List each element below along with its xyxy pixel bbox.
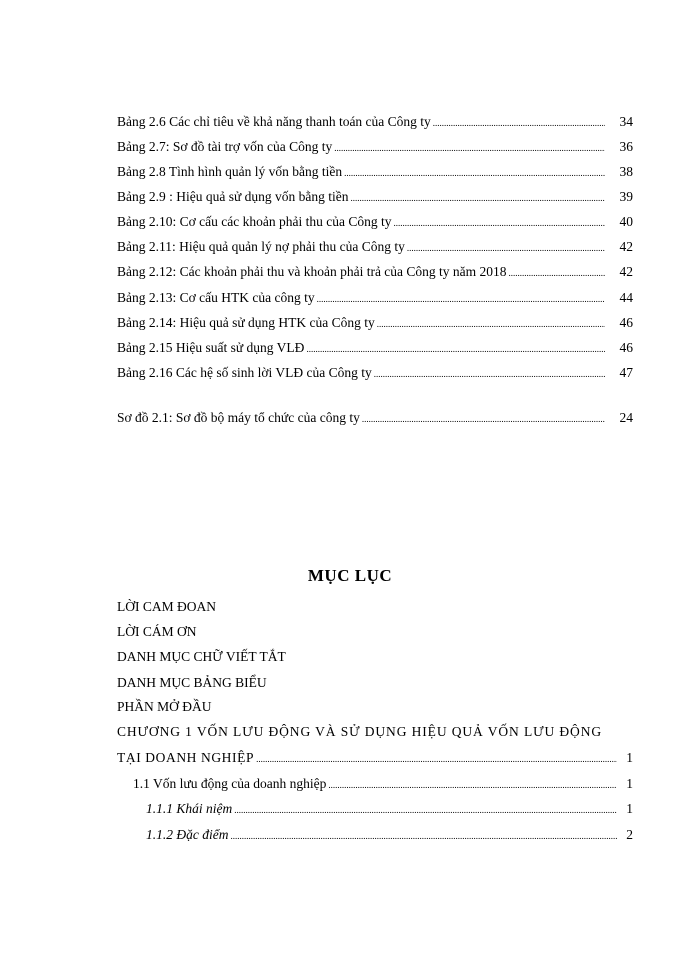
page-number: 39 (619, 189, 633, 204)
table-list-item (117, 363, 633, 383)
entry-label: 1.1 Vốn lưu động của doanh nghiệp (133, 776, 327, 791)
table-list-item (117, 262, 633, 282)
page-number: 44 (619, 290, 633, 305)
entry-label: Bảng 2.8 Tình hình quản lý vốn bằng tiền (117, 164, 343, 179)
entry-label: Bảng 2.13: Cơ cấu HTK của công ty (117, 290, 315, 305)
entry-label: 1.1.1 Khái niệm (146, 801, 233, 816)
toc-front-matter-item: LỜI CÁM ƠN (117, 624, 197, 639)
dot-leader (230, 825, 617, 846)
toc-subsection-entry (146, 825, 633, 845)
page-number: 38 (619, 164, 633, 179)
dot-leader (351, 187, 605, 208)
dot-leader (393, 212, 605, 233)
toc-subsection-entry (146, 799, 633, 819)
toc-title: MỤC LỤC (307, 566, 393, 585)
page-number: 36 (619, 139, 633, 154)
page-number: 1 (626, 776, 633, 791)
page-number: 34 (619, 114, 633, 129)
entry-label: Bảng 2.11: Hiệu quả quản lý nợ phải thu của Công ty (117, 239, 405, 254)
dot-leader (328, 774, 617, 795)
entry-label: Bảng 2.12: Các khoản phải thu và khoản phải trả của Công ty năm 2018 (117, 264, 507, 279)
table-list-item (117, 313, 633, 333)
dot-leader (377, 313, 605, 334)
dot-leader (344, 162, 605, 183)
page-number: 42 (619, 264, 633, 279)
page-number: 46 (619, 340, 633, 355)
table-list-item (117, 137, 633, 157)
dot-leader (334, 137, 605, 158)
toc-front-matter-item: LỜI CAM ĐOAN (117, 599, 216, 614)
table-list-item (117, 187, 633, 207)
page-number: 1 (626, 750, 633, 765)
page-number: 24 (619, 410, 633, 425)
dot-leader (362, 408, 605, 429)
table-list-item (117, 212, 633, 232)
table-list-item (117, 162, 633, 182)
dot-leader (234, 799, 617, 820)
toc-front-matter-item: PHẦN MỞ ĐẦU (117, 699, 212, 714)
toc-front-matter-item: DANH MỤC CHỮ VIẾT TẮT (117, 649, 286, 664)
page-number: 40 (619, 214, 633, 229)
entry-label: Bảng 2.10: Cơ cấu các khoản phải thu của Công ty (117, 214, 392, 229)
diagram-list-item (117, 408, 633, 428)
entry-label: Bảng 2.15 Hiệu suất sử dụng VLĐ (117, 340, 305, 355)
entry-label: 1.1.2 Đặc điểm (146, 827, 229, 842)
entry-label: Bảng 2.9 : Hiệu quả sử dụng vốn bằng tiền (117, 189, 349, 204)
table-list-item (117, 338, 633, 358)
page-number: 1 (626, 801, 633, 816)
entry-label: Bảng 2.7: Sơ đồ tài trợ vốn của Công ty (117, 139, 333, 154)
page-number: 47 (619, 365, 633, 380)
entry-label: Bảng 2.16 Các hệ số sinh lời VLĐ của Công ty (117, 365, 372, 380)
entry-label: Sơ đồ 2.1: Sơ đồ bộ máy tổ chức của công ty (117, 410, 360, 425)
table-list-item (117, 237, 633, 257)
page-number: 46 (619, 315, 633, 330)
page-number: 2 (626, 827, 633, 842)
dot-leader (433, 112, 605, 133)
entry-label: Bảng 2.14: Hiệu quả sử dụng HTK của Công ty (117, 315, 375, 330)
dot-leader (256, 748, 617, 769)
page-number: 42 (619, 239, 633, 254)
dot-leader (407, 237, 605, 258)
toc-front-matter-item: DANH MỤC BẢNG BIỂU (117, 675, 267, 690)
dot-leader (374, 363, 605, 384)
dot-leader (509, 262, 605, 283)
table-list-item (117, 288, 633, 308)
table-list-item (117, 112, 633, 132)
toc-chapter-heading: CHƯƠNG 1 VỐN LƯU ĐỘNG VÀ SỬ DỤNG HIỆU QUẢ VỐN LƯU ĐỘNG (117, 724, 602, 739)
toc-chapter-entry (117, 748, 633, 768)
entry-label: Bảng 2.6 Các chỉ tiêu về khả năng thanh toán của Công ty (117, 114, 431, 129)
dot-leader (317, 288, 605, 309)
dot-leader (306, 338, 605, 359)
entry-label: TẠI DOANH NGHIỆP (117, 750, 255, 765)
toc-section-entry (133, 774, 633, 794)
